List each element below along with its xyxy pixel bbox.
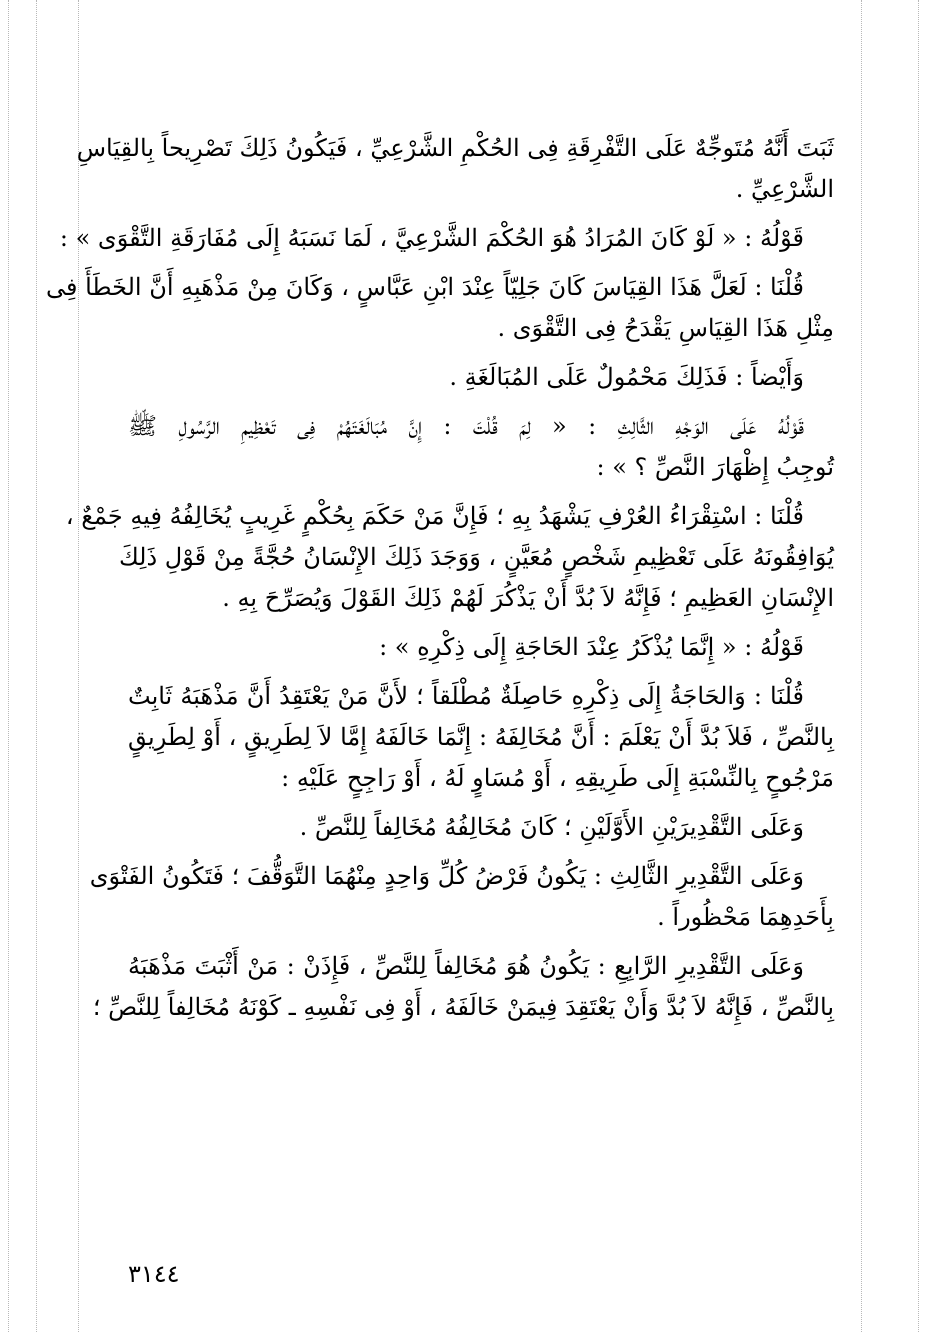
text-line: يُوَافِقُونَهُ عَلَى تَعْظِيمِ شَخْصٍ مُعَيَّنٍ ، وَوَجَدَ ذَلِكَ الإِنْسَانُ حُجَّةً مِنْ قَوْلِ ذَلِكَ <box>118 543 834 571</box>
paragraph-gap <box>128 349 834 357</box>
text-line: وَعَلَى التَّقْدِيرَيْنِ الأَوَّلَيْنِ ؛ كَانَ مُخَالِفُهُ مُخَالِفاً لِلنَّصِّ . <box>299 813 804 841</box>
paragraph <box>128 807 834 848</box>
paragraph-gap <box>128 799 834 807</box>
text-line: بِالنَّصِّ ، فَلاَ بُدَّ أَنْ يَعْلَمَ : أَنَّ مُخَالِفَهُ : إِنَّمَا خَالَفَهُ إِمَّا لاَ لِطَرِيقٍ ، أَوْ لِطَرِيقٍ <box>128 723 834 751</box>
text-line: الشَّرْعِيِّ . <box>735 175 834 203</box>
text-line: مَرْجُوحٍ بِالنِّسْبَةِ إِلَى طَرِيقِهِ ، أَوْ مُسَاوٍ لَهُ ، أَوْ رَاجِحٍ عَلَيْهِ : <box>281 764 834 792</box>
paragraph-gap <box>128 398 834 406</box>
paragraph-gap <box>128 259 834 267</box>
left-margin-dots <box>36 0 37 1332</box>
right-margin-dots <box>918 0 919 1332</box>
paragraph-gap <box>128 848 834 856</box>
paragraph <box>128 406 834 488</box>
paragraph <box>128 627 834 668</box>
paragraph <box>128 676 834 799</box>
text-line: وَعَلَى التَّقْدِيرِ الرَّابِعِ : يَكُونُ هُوَ مُخَالِفاً لِلنَّصِّ ، فَإِذَنْ : مَنْ أَثْبَتَ مَذْهَبَهُ <box>128 952 804 980</box>
left-margin-dots <box>78 0 79 1332</box>
page-body <box>45 128 834 1028</box>
text-line: بِالنَّصِّ ، فَإِنَّهُ لاَ بُدَّ وَأَنْ يَعْتَقِدَ فِيمَنْ خَالَفَهُ ، أَوْ فِى نَفْسِهِ ـ كَوْنَهُ مُخَالِفاً لِلنَّصِّ ؛ <box>92 993 834 1021</box>
page-number: ٣١٤٤ <box>128 1260 180 1288</box>
text-line: وَأَيْضاً : فَذَلِكَ مَحْمُولٌ عَلَى المُبَالَغَةِ . <box>449 363 804 391</box>
paragraph <box>65 496 834 619</box>
text-line: وَعَلَى التَّقْدِيرِ الثَّالِثِ : يَكُونُ فَرْضُ كُلِّ وَاحِدٍ مِنْهُمَا التَّوَقُّفَ ؛ فَتَكُونُ الفَتْوَى <box>89 862 804 890</box>
right-margin-dots <box>861 0 862 1332</box>
paragraph <box>76 128 834 210</box>
left-margin-dots <box>8 0 9 1332</box>
text-line: بِأَحَدِهِمَا مَحْظُوراً . <box>657 903 834 931</box>
text-line: قُلْنَا : لَعَلَّ هَذَا القِيَاسَ كَانَ جَلِيّاً عِنْدَ ابْنِ عَبَّاسٍ ، وَكَانَ مِنْ مَذْهَبِهِ أَنَّ الخَطَأَ فِى <box>45 273 804 301</box>
paragraph <box>59 218 834 259</box>
text-line: الإِنْسَانِ العَظِيمِ ؛ فَإِنَّهُ لاَ بُدَّ أَنْ يَذْكُرَ لَهُمْ ذَلِكَ القَوْلَ وَيُصَرِّحَ بِهِ . <box>222 584 834 612</box>
text-line: ثَبَتَ أَنَّهُ مُتَوجِّهٌ عَلَى التَّفْرِقَةِ فِى الحُكْمِ الشَّرْعِيِّ ، فَيَكُونُ ذَلِكَ تَصْرِيحاً بِالقِيَاسِ <box>76 134 834 162</box>
paragraph <box>92 946 834 1028</box>
paragraph <box>128 357 834 398</box>
text-line: مِثْلِ هَذَا القِيَاسِ يَقْدَحُ فِى التَّقْوَى . <box>497 314 834 342</box>
paragraph-gap <box>128 938 834 946</box>
text-line: قَوْلُهُ : « لَوْ كَانَ المُرَادُ هُوَ الحُكْمَ الشَّرْعِيَّ ، لَمَا نَسَبَهُ إِلَى مُفَارَقَةِ التَّقْوَى » : <box>59 224 804 252</box>
text-line: تُوجِبُ إِظْهَارَ النَّصِّ ؟ » : <box>596 453 834 481</box>
text-line: قَوْلُهُ عَلَى الوَجْهِ الثَّالِثِ : « لِمَ قُلْتَ : إِنَّ مُبَالَغَتَهُمْ فِى تَعْظِيمِ الرَّسُولِ ﷺ <box>128 412 804 440</box>
paragraph-gap <box>128 668 834 676</box>
paragraph-gap <box>128 619 834 627</box>
paragraph <box>45 267 834 349</box>
text-line: قُلْنَا : اسْتِقْرَاءُ العُرْفِ يَشْهَدُ بِهِ ؛ فَإِنَّ مَنْ حَكَمَ بِحُكْمٍ غَرِيبٍ يُخَالِفُهُ فِيهِ جَمْعٌ ، <box>65 502 804 530</box>
text-line: قَوْلُهُ : « إِنَّمَا يُذْكَرُ عِنْدَ الحَاجَةِ إِلَى ذِكْرِهِ » : <box>379 633 804 661</box>
text-line: قُلْنَا : وَالحَاجَةُ إِلَى ذِكْرِهِ حَاصِلَةٌ مُطْلَقاً ؛ لأَنَّ مَنْ يَعْتَقِدُ أَنَّ مَذْهَبَهُ ثَابِتٌ <box>128 682 804 710</box>
paragraph <box>89 856 834 938</box>
paragraph-gap <box>128 210 834 218</box>
paragraph-gap <box>128 488 834 496</box>
